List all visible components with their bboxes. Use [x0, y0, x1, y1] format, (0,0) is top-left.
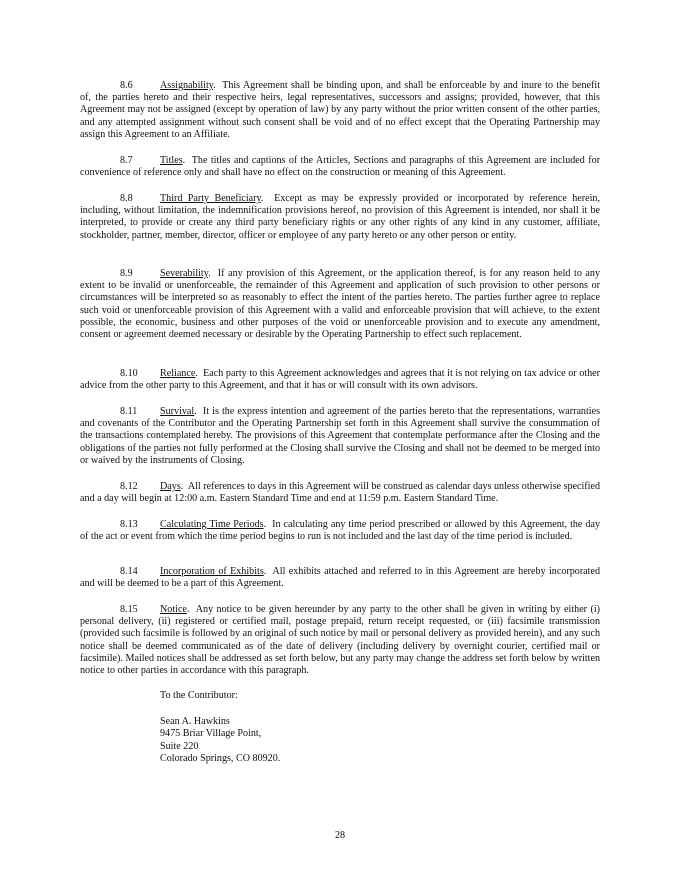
section-heading: Titles: [160, 155, 183, 166]
section-heading: Incorporation of Exhibits: [160, 566, 264, 577]
section-heading: Reliance: [160, 368, 196, 379]
section-number: 8.14: [120, 566, 138, 577]
section-heading: Calculating Time Periods: [160, 519, 264, 530]
section-heading: Days: [160, 481, 181, 492]
section-text: All references to days in this Agreement will be construed as calendar days unless otherwise specified and a day will begin at 12:00 a.m. Eastern Standard Time and end at 11:59 p.m. Eastern Standard Time.: [80, 481, 601, 505]
section-number: 8.9: [120, 268, 133, 279]
section-number: 8.8: [120, 193, 133, 204]
section-8-6: 8.6 Assignability. This Agreement shall be binding upon, and shall be enforceable by and inure to the benefit of, the parties hereto and their respective heirs, legal representatives, successors and assigns; provided, however, that this Agreement may not be assigned (except by operation of law) by any party without the prior written consent of the other parties, and any attempted assignment without such consent shall be void and of no effect except that the Operating Partnership may assign this Agreement to an Affiliate.: [80, 80, 601, 140]
section-8-7: 8.7 Titles. The titles and captions of the Articles, Sections and paragraphs of this Agreement are included for convenience of reference only and shall have no effect on the construction or meaning of this Agreement.: [80, 155, 600, 179]
section-8-13: 8.13 Calculating Time Periods. In calculating any time period prescribed or allowed by this Agreement, the day of the act or event from which the time period begins to run is not included and the last day of the time period is included.: [80, 519, 600, 543]
page-number: 28: [334, 830, 346, 841]
section-number: 8.11: [120, 406, 138, 417]
section-text: In calculating any time period prescribed or allowed by this Agreement, the day of the act or event from which the time period begins to run is not included and the last day of the time period is included.: [80, 519, 600, 543]
section-8-10: 8.10 Reliance. Each party to this Agreement acknowledges and agrees that it is not relying on tax advice or other advice from the other party to this Agreement, and that it has or will consult with its own advisors.: [80, 368, 601, 392]
section-8-15: 8.15 Notice. Any notice to be given hereunder by any party to the other shall be given in writing by either (i) personal delivery, (ii) registered or certified mail, postage prepaid, return receipt requested, or (iii) facsimile transmission (provided such facsimile is followed by an original of such notice by mail or personal delivery as provided herein), and any such notice shall be deemed communicated as of the date of delivery (including delivery by overnight courier, certified mail or facsimile). Mailed notices shall be addressed as set forth below, but any party may change the address set forth below by written notice to other parties in accordance with this paragraph.: [80, 604, 600, 677]
section-number: 8.10: [120, 368, 138, 379]
address-line: 9475 Briar Village Point,: [160, 728, 262, 740]
section-number: 8.6: [120, 80, 133, 91]
address-line: Sean A. Hawkins: [160, 716, 230, 727]
section-text: Each party to this Agreement acknowledges and agrees that it is not relying on tax advice or other advice from the other party to this Agreement, and that it has or will consult with its own advisors.: [80, 368, 601, 392]
section-text: Except as may be expressly provided or incorporated by reference herein, including, without limitation, the indemnification provisions hereof, no provision of this Agreement is intended, nor shall it be interpreted, to provide or create any third party beneficiary rights or any other rights of any kind in any customer, affiliate, stockholder, partner, member, director, officer or employee of any party hereto or any other person or entity.: [80, 193, 600, 241]
contributor-address: [160, 716, 460, 766]
section-number: 8.12: [120, 481, 138, 492]
section-heading: Severability: [160, 268, 209, 279]
section-heading: Assignability: [160, 80, 214, 91]
section-8-14: 8.14 Incorporation of Exhibits. All exhibits attached and referred to in this Agreement are hereby incorporated and will be deemed to be a part of this Agreement.: [80, 566, 600, 590]
section-heading: Survival: [160, 406, 195, 417]
address-line: Colorado Springs, CO 80920.: [160, 753, 281, 765]
section-heading: Third Party Beneficiary: [160, 193, 261, 204]
section-8-8: 8.8 Third Party Beneficiary. Except as may be expressly provided or incorporated by reference herein, including, without limitation, the indemnification provisions hereof, no provision of this Agreement is intended, nor shall it be interpreted, to provide or create any third party beneficiary rights or any other rights of any kind in any customer, affiliate, stockholder, partner, member, director, officer or employee of any party hereto or any other person or entity.: [80, 193, 600, 241]
section-number: 8.15: [120, 604, 138, 615]
section-text: If any provision of this Agreement, or the application thereof, is for any reason held to any extent to be invalid or unenforceable, the remainder of this Agreement and application of such provision to other persons or circumstances will be interpreted so as reasonably to effect the intent of the parties hereto. The parties further agree to replace such void or unenforceable provision of this Agreement with a valid and enforceable provision that will achieve, to the extent possible, the economic, business and other purposes of the void or unenforceable provision and to execute any amendment, consent or agreement deemed necessary or desirable by the Operating Partnership to effect such replacement.: [80, 268, 601, 341]
section-text: It is the express intention and agreement of the parties hereto that the representations, warranties and covenants of the Contributor and the Operating Partnership set forth in this Agreement shall survive the consummation of the transactions contemplated hereby. The provisions of this Agreement that contemplate performance after the Closing and the obligations of the parties not fully performed at the Closing shall survive the Closing and shall not be deemed to be merged into or waived by the instruments of Closing.: [80, 406, 600, 466]
section-text: Any notice to be given hereunder by any party to the other shall be given in writing by either (i) personal delivery, (ii) registered or certified mail, postage prepaid, return receipt requested, or (iii) facsimile transmission (provided such facsimile is followed by an original of such notice by mail or personal delivery as provided herein), and any such notice shall be deemed communicated as of the date of delivery (including delivery by overnight courier, certified mail or facsimile). Mailed notices shall be addressed as set forth below, but any party may change the address set forth below by written notice to other parties in accordance with this paragraph.: [80, 604, 600, 677]
section-heading: Notice: [160, 604, 187, 615]
section-text: This Agreement shall be binding upon, and shall be enforceable by and inure to the benefit of, the parties hereto and their respective heirs, legal representatives, successors and assigns; provided, however, that this Agreement may not be assigned (except by operation of law) by any party without the prior written consent of the other parties, and any attempted assignment without such consent shall be void and of no effect except that the Operating Partnership may assign this Agreement to an Affiliate.: [80, 80, 601, 140]
section-8-9: 8.9 Severability. If any provision of this Agreement, or the application thereof, is for any reason held to any extent to be invalid or unenforceable, the remainder of this Agreement and application of such provision to other persons or circumstances will be interpreted so as reasonably to effect the intent of the parties hereto. The parties further agree to replace such void or unenforceable provision of this Agreement with a valid and enforceable provision that will achieve, to the extent possible, the economic, business and other purposes of the void or unenforceable provision and to execute any amendment, consent or agreement deemed necessary or desirable by the Operating Partnership to effect such replacement.: [80, 268, 601, 341]
section-number: 8.13: [120, 519, 138, 530]
section-text: All exhibits attached and referred to in this Agreement are hereby incorporated and will be deemed to be a part of this Agreement.: [80, 566, 600, 590]
section-number: 8.7: [120, 155, 133, 166]
section-8-11: 8.11 Survival. It is the express intention and agreement of the parties hereto that the representations, warranties and covenants of the Contributor and the Operating Partnership set forth in this Agreement shall survive the consummation of the transactions contemplated hereby. The provisions of this Agreement that contemplate performance after the Closing and the obligations of the parties not fully performed at the Closing shall survive the Closing and shall not be deemed to be merged into or waived by the instruments of Closing.: [80, 406, 600, 466]
address-line: Suite 220: [160, 740, 199, 752]
address-label: To the Contributor:: [160, 690, 238, 701]
section-8-12: 8.12 Days. All references to days in this Agreement will be construed as calendar days unless otherwise specified and a day will begin at 12:00 a.m. Eastern Standard Time and end at 11:59 p.m. Eastern Standard Time.: [80, 481, 601, 505]
section-text: The titles and captions of the Articles, Sections and paragraphs of this Agreement are included for convenience of reference only and shall have no effect on the construction or meaning of this Agreement.: [80, 155, 600, 179]
